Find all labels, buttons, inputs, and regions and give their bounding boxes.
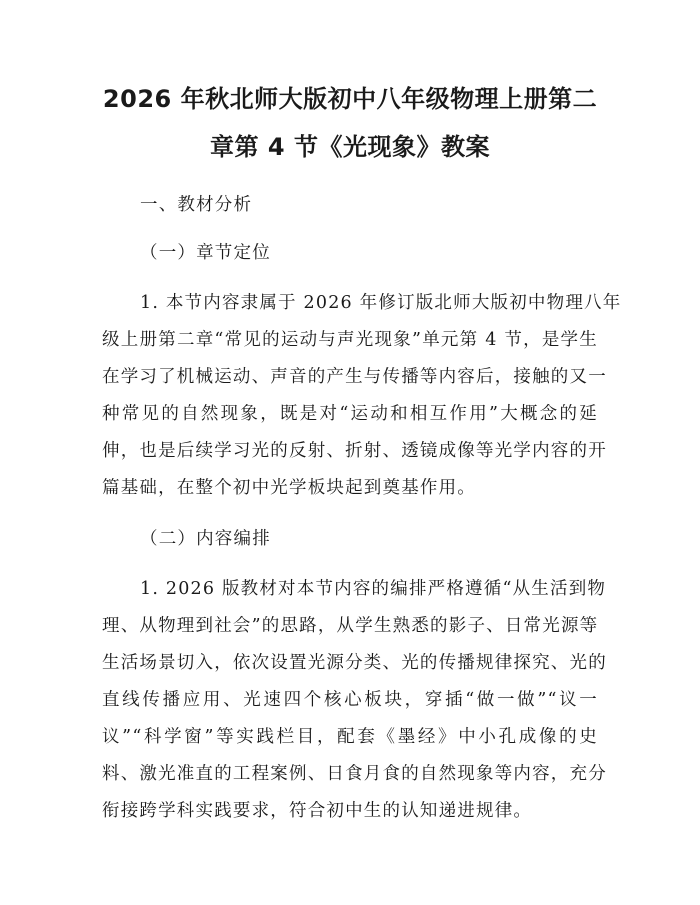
paragraph-1-line: 在学习了机械运动、声音的产生与传播等内容后，接触的又一 [102,367,607,387]
paragraph-1-line: 级上册第二章“常见的运动与声光现象”单元第 4 节，是学生 [102,330,598,350]
paragraph-1-line: 篇基础，在整个初中光学板块起到奠基作用。 [102,478,476,498]
paragraph-2-line: 料、激光准直的工程案例、日食月食的自然现象等内容，充分 [102,764,607,784]
paragraph-1-line: 伸，也是后续学习光的反射、折射、透镜成像等光学内容的开 [102,441,607,461]
paragraph-2-line: 生活场景切入，依次设置光源分类、光的传播规律探究、光的 [102,653,607,673]
paragraph-2-line: 1. 2026 版教材对本节内容的编排严格遵循“从生活到物 [140,579,607,599]
paragraph-1-line: 1. 本节内容隶属于 2026 年修订版北师大版初中物理八年 [140,293,622,313]
document-title-line-1: 2026 年秋北师大版初中八年级物理上册第二 [102,85,598,113]
subsection-heading-content-arrangement: （二）内容编排 [140,529,271,549]
section-heading-textbook-analysis: 一、教材分析 [140,195,253,215]
subsection-heading-chapter-position: （一）章节定位 [140,243,271,263]
paragraph-2-line: 衔接跨学科实践要求，符合初中生的认知递进规律。 [102,801,533,821]
paragraph-2-line: 理、从物理到社会”的思路，从学生熟悉的影子、日常光源等 [102,616,599,636]
paragraph-2-line: 议”“科学窗”等实践栏目，配套《墨经》中小孔成像的史 [102,727,598,747]
document-title-line-2: 章第 4 节《光现象》教案 [210,133,490,161]
paragraph-2-line: 直线传播应用、光速四个核心板块，穿插“做一做”“议一 [102,690,598,710]
paragraph-1-line: 种常见的自然现象，既是对“运动和相互作用”大概念的延 [102,404,598,424]
